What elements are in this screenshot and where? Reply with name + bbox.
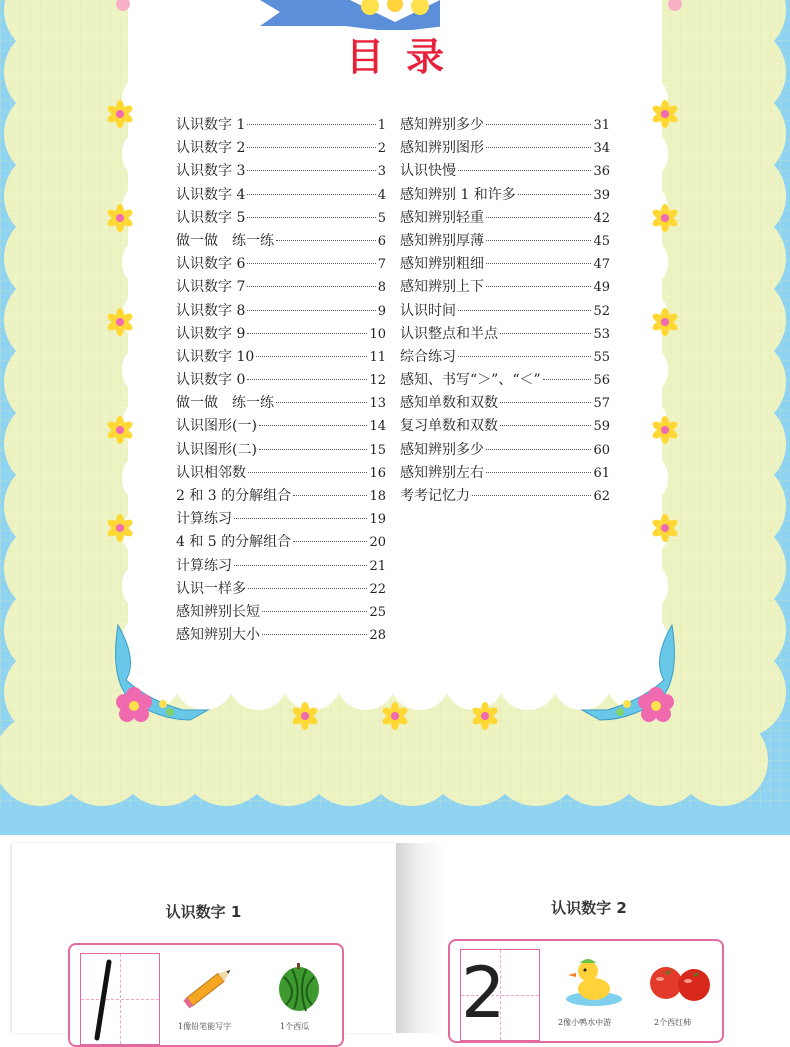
toc-entry-page: 47 — [593, 257, 610, 273]
toc-entry-label: 做一做 练一练 — [176, 232, 274, 249]
toc-entry[interactable] — [176, 160, 386, 183]
dot-leader — [256, 356, 367, 357]
tian-grid — [80, 953, 160, 1045]
toc-entry-page: 14 — [369, 419, 386, 435]
toc-entry-page: 3 — [377, 164, 386, 180]
flower-icon — [380, 701, 410, 731]
flower-icon — [650, 307, 680, 337]
dot-leader — [500, 333, 591, 334]
flower-icon — [650, 203, 680, 233]
dot-leader — [293, 495, 367, 496]
toc-entry-label: 考考记忆力 — [400, 488, 470, 504]
toc-entry[interactable] — [176, 439, 386, 462]
caption-duck: 2像小鸭水中游 — [558, 1018, 612, 1027]
toc-entry-label: 感知、书写“＞”、“＜” — [400, 372, 541, 389]
pencil-icon — [180, 957, 240, 1015]
toc-entry-page: 1 — [377, 118, 386, 133]
toc-entry[interactable] — [176, 415, 386, 438]
toc-entry-label: 认识整点和半点 — [400, 325, 498, 342]
toc-entry[interactable] — [400, 323, 610, 346]
toc-entry-page: 16 — [369, 465, 386, 481]
toc-entry-page: 8 — [377, 280, 386, 296]
toc-entry-label: 感知辨别多少 — [400, 117, 484, 133]
toc-entry-page: 36 — [593, 164, 610, 180]
flower-icon — [108, 0, 138, 16]
dot-leader — [259, 449, 368, 450]
toc-entry[interactable] — [400, 346, 610, 369]
toc-entry-label: 感知单数和双数 — [400, 395, 498, 412]
toc-entry[interactable] — [400, 253, 610, 276]
toc-entry[interactable] — [176, 369, 386, 392]
flower-icon — [105, 99, 135, 129]
caption-watermelon: 1个西瓜 — [280, 1022, 310, 1031]
page-heading: 认识数字 2 — [551, 899, 627, 917]
toc-entry[interactable] — [176, 485, 386, 508]
toc-entry-label: 感知辨别多少 — [400, 441, 484, 458]
dot-leader — [234, 565, 367, 566]
dot-leader — [247, 170, 375, 171]
flower-icon — [105, 415, 135, 445]
toc-entry-page: 31 — [593, 118, 610, 133]
toc-entry-label: 认识数字 4 — [176, 186, 246, 203]
toc-entry-page: 61 — [593, 465, 610, 481]
toc-entry[interactable] — [400, 160, 610, 183]
dot-leader — [458, 170, 591, 171]
toc-entry[interactable] — [400, 137, 610, 160]
toc-entry-page: 11 — [369, 349, 386, 365]
ribbon-decoration — [240, 0, 440, 30]
toc-entry-label: 认识图形(二) — [176, 441, 257, 458]
toc-entry-label: 认识数字 0 — [176, 372, 246, 389]
toc-entry[interactable] — [176, 230, 386, 253]
digit-two: 2 — [461, 952, 506, 1034]
toc-entry[interactable] — [176, 508, 386, 531]
toc-entry-page: 52 — [593, 303, 610, 319]
toc-entry[interactable] — [400, 462, 610, 485]
toc-entry-page: 53 — [593, 326, 610, 342]
dot-leader — [486, 217, 591, 218]
toc-entry-page: 60 — [593, 442, 610, 458]
corner-flower-ribbon-left — [108, 620, 218, 730]
toc-entry-label: 感知辨别轻重 — [400, 209, 484, 226]
book-spread — [0, 835, 790, 1034]
toc-entry[interactable] — [400, 207, 610, 230]
toc-entry[interactable] — [400, 300, 610, 323]
toc-entry-page: 49 — [593, 280, 610, 296]
dot-leader — [500, 425, 591, 426]
dot-leader — [247, 217, 375, 218]
dot-leader — [293, 541, 367, 542]
tomato-icon — [646, 957, 716, 1003]
dot-leader — [276, 402, 367, 403]
dot-leader — [472, 495, 591, 496]
corner-flower-ribbon-right — [572, 620, 682, 730]
caption-tomato: 2个西红柿 — [654, 1018, 692, 1027]
toc-entry-page: 22 — [369, 581, 386, 597]
dot-leader — [247, 286, 375, 287]
toc-entry[interactable] — [176, 323, 386, 346]
watermelon-icon — [276, 957, 322, 1015]
toc-entry[interactable] — [400, 485, 610, 508]
toc-entry-label: 感知辨别大小 — [176, 627, 260, 644]
toc-entry-label: 计算练习 — [176, 511, 232, 528]
toc-entry[interactable] — [400, 369, 610, 392]
toc-entry-label: 认识数字 3 — [176, 163, 246, 180]
toc-entry-label: 感知辨别图形 — [400, 140, 484, 157]
dot-leader — [262, 611, 367, 612]
duck-icon — [562, 953, 624, 1009]
toc-entry-page: 5 — [377, 210, 386, 226]
dot-leader — [247, 124, 375, 125]
dot-leader — [248, 472, 367, 473]
toc-entry[interactable] — [400, 392, 610, 415]
toc-entry-page: 56 — [593, 373, 610, 389]
dot-leader — [486, 449, 591, 450]
page-heading: 认识数字 1 — [165, 903, 242, 921]
dot-leader — [247, 263, 375, 264]
toc-entry-page: 20 — [369, 535, 386, 551]
tian-grid — [460, 949, 540, 1041]
toc-entry-page: 2 — [377, 141, 386, 157]
toc-entry-page: 59 — [593, 419, 610, 435]
toc-entry-label: 2 和 3 的分解组合 — [176, 488, 292, 504]
toc-entry-page: 19 — [369, 512, 386, 528]
toc-entry-label: 认识数字 5 — [176, 209, 246, 226]
toc-entry[interactable] — [400, 184, 610, 207]
toc-entry-page: 57 — [593, 396, 610, 412]
dot-leader — [458, 356, 591, 357]
toc-entry-label: 认识快慢 — [400, 163, 456, 180]
dot-leader — [247, 333, 367, 334]
toc-entry[interactable] — [176, 137, 386, 160]
toc-entry-label: 认识数字 6 — [176, 256, 246, 273]
toc-entry-page: 6 — [377, 233, 386, 249]
flower-icon — [650, 513, 680, 543]
dot-leader — [486, 286, 591, 287]
dot-leader — [486, 472, 591, 473]
toc-entry[interactable] — [400, 439, 610, 462]
toc-entry[interactable] — [176, 300, 386, 323]
dot-leader — [486, 147, 591, 148]
toc-entry-page: 9 — [377, 303, 386, 319]
toc-entry[interactable] — [176, 578, 386, 601]
dot-leader — [259, 425, 368, 426]
toc-entry-label: 认识时间 — [400, 302, 456, 319]
toc-entry-page: 42 — [593, 210, 610, 226]
dot-leader — [458, 310, 591, 311]
dot-leader — [518, 194, 592, 195]
toc-entry[interactable] — [176, 114, 386, 137]
toc-entry[interactable] — [400, 276, 610, 299]
toc-entry-label: 认识图形(一) — [176, 418, 257, 435]
toc-entry-page: 15 — [369, 442, 386, 458]
toc-right-column — [400, 114, 610, 508]
toc-left-column — [176, 114, 386, 647]
number-card — [68, 943, 344, 1047]
toc-entry-label: 认识数字 1 — [176, 117, 246, 133]
toc-entry-label: 感知辨别长短 — [176, 603, 260, 620]
toc-entry[interactable] — [176, 392, 386, 415]
toc-entry-label: 认识数字 7 — [176, 279, 246, 296]
toc-entry-page: 13 — [369, 396, 386, 412]
flower-icon — [105, 203, 135, 233]
dot-leader — [247, 194, 375, 195]
toc-entry-page: 21 — [369, 558, 386, 574]
flower-icon — [290, 701, 320, 731]
toc-entry[interactable] — [176, 253, 386, 276]
dot-leader — [543, 379, 592, 380]
toc-entry-label: 认识一样多 — [176, 580, 246, 597]
flower-icon — [650, 99, 680, 129]
toc-entry[interactable] — [400, 415, 610, 438]
toc-entry-page: 4 — [377, 187, 386, 203]
dot-leader — [500, 402, 591, 403]
toc-entry-label: 认识数字 2 — [176, 140, 246, 157]
toc-entry-page: 45 — [593, 233, 610, 249]
toc-entry-label: 感知辨别上下 — [400, 279, 484, 296]
dot-leader — [486, 263, 591, 264]
number-card — [448, 939, 724, 1043]
toc-entry-page: 39 — [593, 187, 610, 203]
toc-entry-page: 62 — [593, 489, 610, 504]
toc-entry[interactable] — [176, 346, 386, 369]
toc-entry-label: 认识数字 8 — [176, 302, 246, 319]
toc-entry-label: 感知辨别 1 和许多 — [400, 186, 516, 203]
dot-leader — [262, 634, 367, 635]
caption-pencil: 1像铅笔能写字 — [178, 1022, 232, 1031]
toc-entry[interactable] — [176, 555, 386, 578]
toc-entry-label: 认识数字 10 — [176, 348, 255, 365]
toc-entry-label: 4 和 5 的分解组合 — [176, 534, 292, 551]
flower-icon — [105, 307, 135, 337]
page-right — [396, 843, 782, 1033]
dot-leader — [486, 240, 591, 241]
toc-entry[interactable] — [176, 184, 386, 207]
dot-leader — [486, 124, 591, 125]
dot-leader — [248, 588, 367, 589]
flower-icon — [650, 415, 680, 445]
flower-icon — [105, 513, 135, 543]
toc-entry-label: 认识相邻数 — [176, 464, 246, 481]
toc-entry[interactable] — [176, 276, 386, 299]
toc-entry[interactable] — [176, 207, 386, 230]
toc-entry-label: 感知辨别左右 — [400, 464, 484, 481]
flower-icon — [470, 701, 500, 731]
page-title: 目录 — [345, 35, 466, 79]
toc-entry-page: 34 — [593, 141, 610, 157]
toc-entry-label: 感知辨别粗细 — [400, 256, 484, 273]
toc-entry-page: 10 — [369, 326, 386, 342]
dot-leader — [247, 379, 367, 380]
toc-entry-page: 12 — [369, 373, 386, 389]
dot-leader — [234, 518, 367, 519]
dot-leader — [247, 310, 375, 311]
toc-entry-label: 感知辨别厚薄 — [400, 232, 484, 249]
dot-leader — [276, 240, 376, 241]
digit-one-stroke — [81, 954, 159, 1044]
toc-entry[interactable] — [400, 114, 610, 137]
toc-entry[interactable] — [176, 531, 386, 554]
dot-leader — [247, 147, 375, 148]
toc-entry[interactable] — [400, 230, 610, 253]
toc-entry-label: 认识数字 9 — [176, 325, 246, 342]
page-left — [12, 843, 395, 1033]
toc-entry-page: 55 — [593, 349, 610, 365]
toc-entry[interactable] — [176, 462, 386, 485]
toc-entry-label: 复习单数和双数 — [400, 418, 498, 435]
toc-entry-page: 7 — [377, 257, 386, 273]
toc-entry-page: 25 — [369, 604, 386, 620]
toc-entry-page: 18 — [369, 489, 386, 504]
toc-entry-label: 计算练习 — [176, 557, 232, 574]
toc-entry-label: 做一做 练一练 — [176, 395, 274, 412]
toc-entry-page: 28 — [369, 628, 386, 644]
toc-entry-label: 综合练习 — [400, 348, 456, 365]
flower-icon — [660, 0, 690, 16]
